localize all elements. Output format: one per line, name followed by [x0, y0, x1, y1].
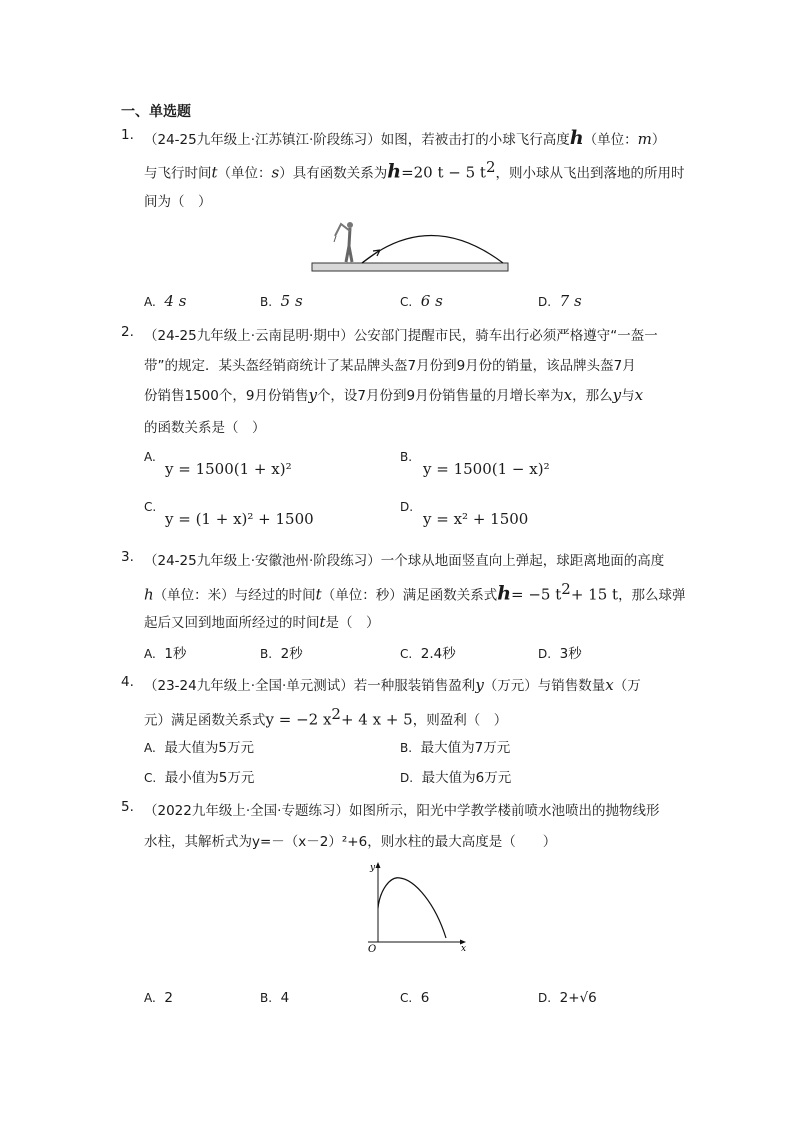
option-c[interactable]: C. 6 s — [400, 292, 443, 310]
option-d[interactable]: D. 7 s — [538, 292, 582, 310]
option-c[interactable]: C. 2.4秒 — [400, 646, 456, 662]
option-b[interactable]: B. 最大值为7万元 — [400, 740, 511, 756]
option-d-label: D. — [400, 500, 414, 514]
question-line: （2022九年级上·全国·专题练习）如图所示，阳光中学教学楼前喷水池喷出的抛物线形 — [144, 803, 660, 819]
question-line: 元）满足函数关系式y = −2 $x^2+ 4$ x + 5，则盈利（ ） — [144, 705, 508, 729]
question-line: 带”的规定．某头盔经销商统计了某品牌头盔7月份到9月份的销量，该品牌头盔7月 — [144, 358, 636, 374]
ball-trajectory — [362, 236, 503, 264]
question-line: 的函数关系是（ ） — [144, 420, 266, 436]
option-d[interactable]: D. 3秒 — [538, 646, 582, 662]
question-line: （24-25九年级上·云南昆明·期中）公安部门提醒市民，骑车出行必须严格遵守“一盔一 — [144, 328, 658, 344]
option-a-label: A. — [144, 450, 156, 464]
option-a[interactable]: A. 4 s — [144, 292, 187, 310]
option-b[interactable]: y = 1500(1 − x)² — [423, 460, 550, 478]
option-c[interactable]: C. 最小值为5万元 — [144, 770, 255, 786]
option-c-label: C. — [144, 500, 157, 514]
ground-bar — [312, 263, 508, 271]
origin-label: O — [368, 944, 377, 953]
question-line: 与飞行时间t（单位：s）具有函数关系为h=20 t − 5 $t^2$，则小球从飞出到落地的所用时 — [144, 158, 685, 183]
option-c[interactable]: y = (1 + x)² + 1500 — [165, 510, 314, 528]
section-title: 一、单选题 — [121, 104, 191, 120]
question-line: 份销售1500个，9月份销售y个，设7月份到9月份销售量的月增长率为x，那么y与x — [144, 386, 644, 404]
y-axis-label: y — [370, 863, 376, 873]
option-d[interactable]: D. 2+√6 — [538, 990, 597, 1006]
x-axis-label: x — [461, 944, 467, 953]
parabola-graph — [360, 858, 475, 953]
question-line: 间为（ ） — [144, 194, 212, 210]
question-number: 3. — [121, 549, 134, 565]
question-number: 1. — [121, 127, 134, 143]
golf-figure — [310, 214, 512, 274]
option-a[interactable]: A. 最大值为5万元 — [144, 740, 254, 756]
option-b[interactable]: B. 4 — [260, 990, 290, 1006]
option-b[interactable]: B. 5 s — [260, 292, 303, 310]
question-line: 起后又回到地面所经过的时间t是（ ） — [144, 613, 380, 631]
option-a[interactable]: y = 1500(1 + x)² — [165, 460, 292, 478]
option-b[interactable]: B. 2秒 — [260, 646, 303, 662]
option-b-label: B. — [400, 450, 413, 464]
option-a[interactable]: A. 1秒 — [144, 646, 187, 662]
question-line: 水柱，其解析式为y=－（x－2）²+6，则水柱的最大高度是（ ） — [144, 834, 557, 850]
option-d[interactable]: y = x² + 1500 — [423, 510, 529, 528]
question-number: 4. — [121, 674, 134, 690]
parabola-curve — [378, 878, 446, 938]
question-line: （23-24九年级上·全国·单元测试）若一种服装销售盈利y（万元）与销售数量x（万 — [144, 676, 641, 694]
golfer-icon — [334, 222, 353, 262]
arrow — [362, 250, 380, 263]
option-d[interactable]: D. 最大值为6万元 — [400, 770, 512, 786]
option-a[interactable]: A. 2 — [144, 990, 173, 1006]
question-line: （24-25九年级上·江苏镇江·阶段练习）如图，若被击打的小球飞行高度h（单位：m） — [144, 127, 666, 149]
question-number: 2. — [121, 324, 134, 340]
question-line: h（单位：米）与经过的时间t（单位：秒）满足函数关系式h= −5 $t^2+ 15$ t，那么球弹 — [144, 580, 686, 605]
option-c[interactable]: C. 6 — [400, 990, 430, 1006]
question-number: 5. — [121, 799, 134, 815]
question-line: （24-25九年级上·安徽池州·阶段练习）一个球从地面竖直向上弹起，球距离地面的高度 — [144, 553, 665, 569]
